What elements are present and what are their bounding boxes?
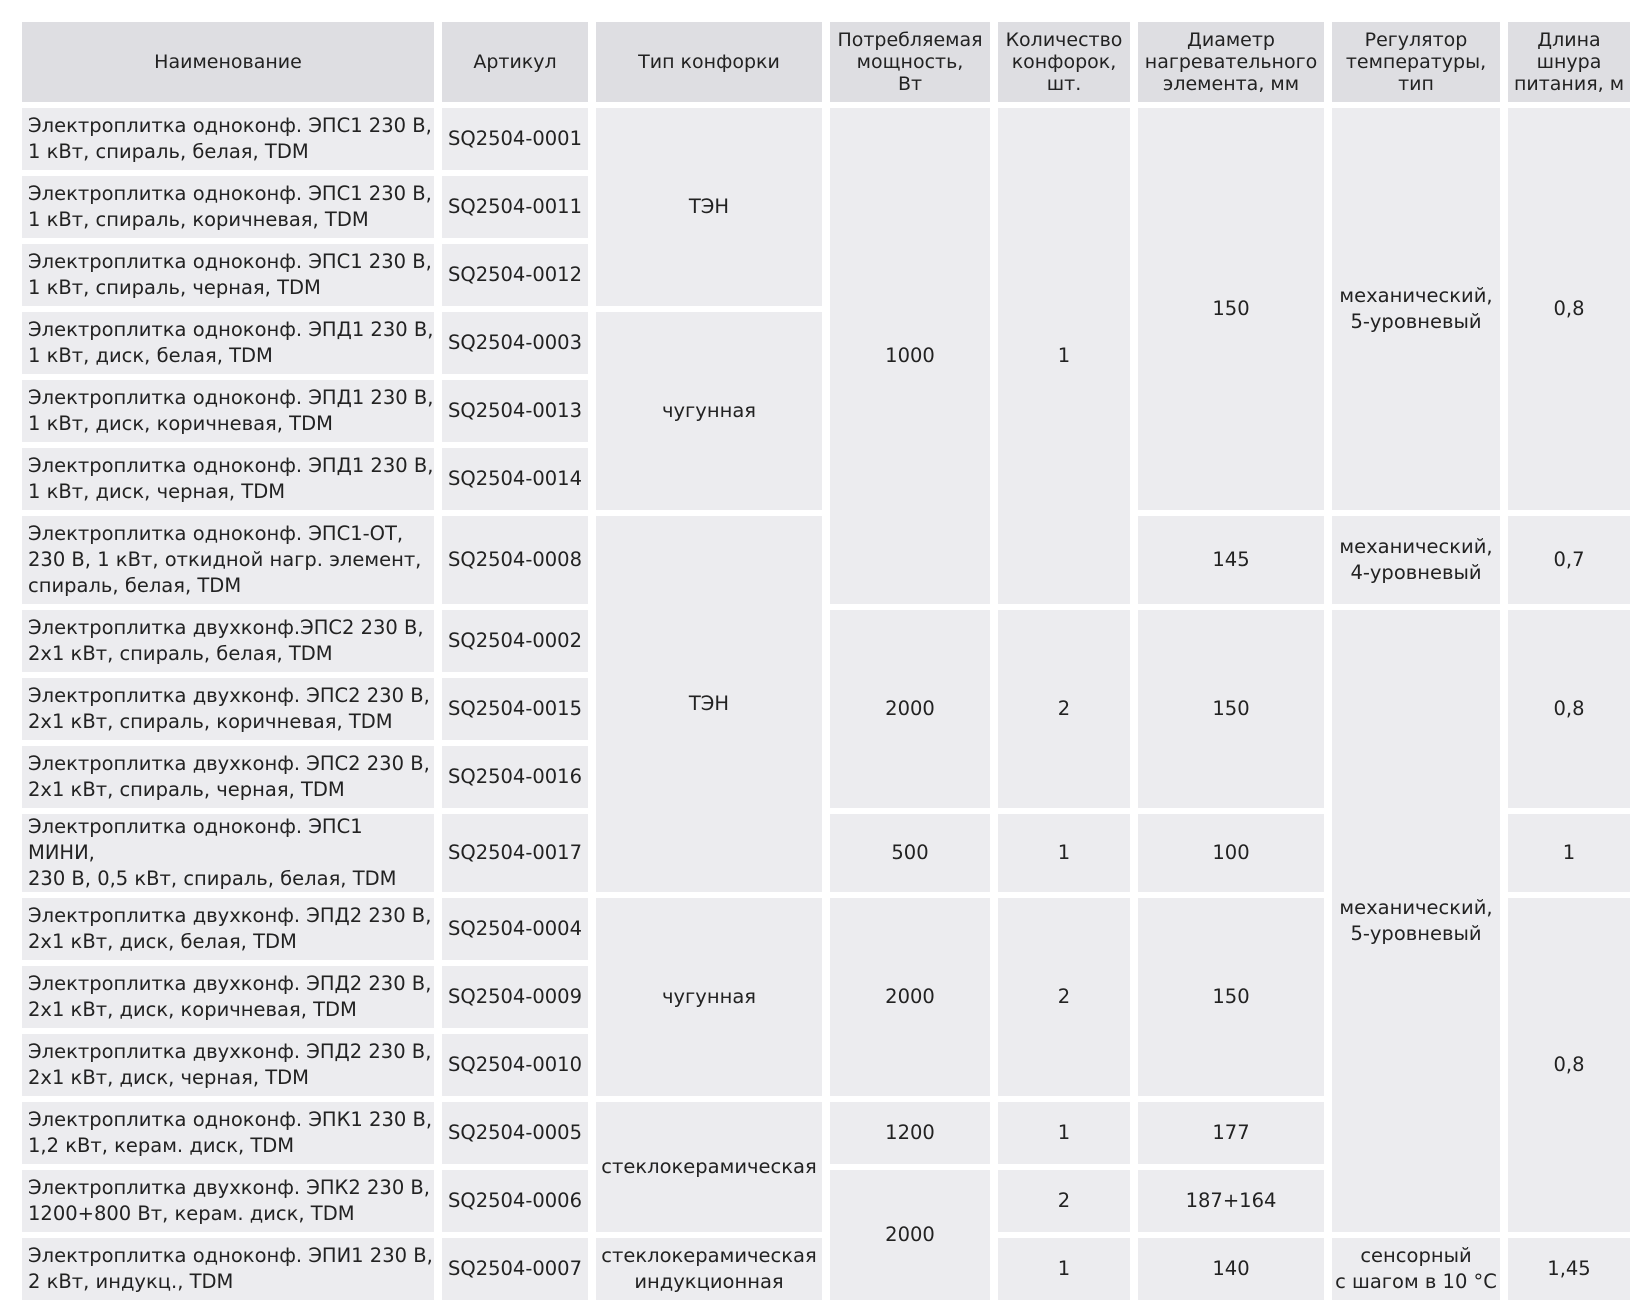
- header-name: [22, 22, 434, 102]
- burner-count-cell: 1: [998, 108, 1130, 604]
- header-sku: [442, 22, 588, 102]
- header-diameter: [1138, 22, 1324, 102]
- power-cell: 2000: [830, 898, 990, 1096]
- header-row: [22, 22, 1630, 102]
- product-name-line: 2х1 кВт, спираль, черная, TDM: [28, 778, 345, 801]
- regulator-cell: [1332, 1238, 1500, 1300]
- regulator-cell: [1332, 516, 1500, 604]
- diameter-cell: 140: [1138, 1238, 1324, 1300]
- cord-length-cell: 1: [1508, 814, 1630, 892]
- table-row: [22, 108, 1630, 170]
- regulator-cell: [1332, 108, 1500, 510]
- product-name-cell: [22, 966, 434, 1028]
- diameter-cell: 150: [1138, 610, 1324, 808]
- power-cell: 500: [830, 814, 990, 892]
- product-name-line: Электроплитка двухконф.ЭПС2 230 В,: [28, 616, 424, 640]
- sku-cell: SQ2504-0017: [442, 814, 588, 892]
- product-name-cell: [22, 814, 434, 892]
- header-line: Регулятор: [1364, 28, 1468, 51]
- header-line: Длина: [1537, 28, 1601, 51]
- regulator-cell: [1332, 610, 1500, 1232]
- burner-type-cell: стеклокерамическая: [596, 1102, 822, 1232]
- sku-cell: SQ2504-0006: [442, 1170, 588, 1232]
- product-name-cell: [22, 244, 434, 306]
- diameter-cell: 150: [1138, 898, 1324, 1096]
- burner-type-cell: чугунная: [596, 312, 822, 510]
- product-name-line: Электроплитка одноконф. ЭПД1 230 В,: [28, 386, 434, 410]
- product-name-line: 230 В, 1 кВт, откидной нагр. элемент,: [28, 548, 422, 572]
- header-name-text: Наименование: [154, 50, 302, 73]
- regulator-line: механический,: [1339, 895, 1493, 919]
- diameter-cell: 187+164: [1138, 1170, 1324, 1232]
- product-name-line: 1 кВт, спираль, коричневая, TDM: [28, 208, 369, 231]
- power-cell: 1200: [830, 1102, 990, 1164]
- product-name-line: 2х1 кВт, диск, черная, TDM: [28, 1065, 309, 1089]
- diameter-cell: 177: [1138, 1102, 1324, 1164]
- table-row: [22, 1238, 1630, 1300]
- burner-count-cell: 1: [998, 1102, 1130, 1164]
- product-name-line: 1 кВт, спираль, белая, TDM: [28, 140, 309, 163]
- sku-cell: SQ2504-0013: [442, 380, 588, 442]
- product-name-line: 1 кВт, диск, черная, TDM: [28, 480, 286, 503]
- product-spec-table-wrapper: [14, 16, 1638, 1306]
- header-line: Диаметр: [1187, 28, 1275, 51]
- sku-cell: SQ2504-0007: [442, 1238, 588, 1300]
- product-name-cell: [22, 380, 434, 442]
- header-burner-type: [596, 22, 822, 102]
- product-name-line: Электроплитка двухконф. ЭПС2 230 В,: [28, 752, 430, 776]
- header-line: конфорок,: [1011, 50, 1117, 73]
- product-name-line: Электроплитка двухконф. ЭПД2 230 В,: [28, 971, 432, 995]
- product-name-cell: [22, 898, 434, 960]
- product-name-cell: [22, 108, 434, 170]
- sku-cell: SQ2504-0016: [442, 746, 588, 808]
- burner-count-cell: 1: [998, 1238, 1130, 1300]
- sku-cell: SQ2504-0012: [442, 244, 588, 306]
- header-line: питания, м: [1513, 73, 1625, 96]
- power-cell: 2000: [830, 1170, 990, 1300]
- header-line: Количество: [1005, 28, 1123, 51]
- header-burner-count: [998, 22, 1130, 102]
- header-line: элемента, мм: [1162, 73, 1300, 96]
- sku-cell: SQ2504-0009: [442, 966, 588, 1028]
- header-cord-length: [1508, 22, 1630, 102]
- header-sku-text: Артикул: [473, 50, 557, 73]
- product-name-cell: [22, 448, 434, 510]
- header-line: температуры,: [1345, 50, 1487, 73]
- header-power: [830, 22, 990, 102]
- burner-count-cell: 2: [998, 1170, 1130, 1232]
- regulator-line: 5-уровневый: [1350, 310, 1482, 333]
- product-name-line: 2х1 кВт, диск, коричневая, TDM: [28, 997, 357, 1021]
- header-line: Вт: [897, 73, 923, 96]
- burner-type-line: индукционная: [634, 1269, 784, 1293]
- regulator-line: механический,: [1339, 284, 1493, 308]
- product-name-cell: [22, 1170, 434, 1232]
- table-row: [22, 610, 1630, 672]
- sku-cell: SQ2504-0011: [442, 176, 588, 238]
- burner-type-cell: чугунная: [596, 898, 822, 1096]
- power-cell: 2000: [830, 610, 990, 808]
- product-name-line: 1,2 кВт, керам. диск, TDM: [28, 1133, 295, 1157]
- regulator-line: 5-уровневый: [1350, 921, 1482, 945]
- product-name-line: Электроплитка одноконф. ЭПС1-ОТ,: [28, 522, 404, 546]
- header-line: тип: [1398, 73, 1434, 96]
- power-cell: 1000: [830, 108, 990, 604]
- diameter-cell: 100: [1138, 814, 1324, 892]
- product-name-line: 1 кВт, диск, белая, TDM: [28, 344, 273, 367]
- product-name-line: Электроплитка одноконф. ЭПИ1 230 В,: [28, 1243, 433, 1267]
- burner-type-cell: ТЭН: [596, 108, 822, 306]
- sku-cell: SQ2504-0003: [442, 312, 588, 374]
- regulator-line: 4-уровневый: [1350, 561, 1482, 584]
- product-name-cell: [22, 746, 434, 808]
- header-regulator: [1332, 22, 1500, 102]
- sku-cell: SQ2504-0014: [442, 448, 588, 510]
- product-name-cell: [22, 1034, 434, 1096]
- sku-cell: SQ2504-0001: [442, 108, 588, 170]
- product-spec-table: [14, 16, 1638, 1306]
- sku-cell: SQ2504-0010: [442, 1034, 588, 1096]
- header-line: Потребляемая: [837, 28, 983, 51]
- product-name-line: Электроплитка одноконф. ЭПК1 230 В,: [28, 1107, 433, 1131]
- product-name-line: 2 кВт, индукц., TDM: [28, 1269, 234, 1293]
- product-name-line: Электроплитка двухконф. ЭПС2 230 В,: [28, 684, 430, 708]
- product-name-line: Электроплитка одноконф. ЭПС1 230 В,: [28, 114, 432, 138]
- regulator-line: сенсорный: [1360, 1243, 1472, 1267]
- product-name-line: Электроплитка одноконф. ЭПС1 230 В,: [28, 182, 432, 206]
- product-name-cell: [22, 1238, 434, 1300]
- cord-length-cell: 1,45: [1508, 1238, 1630, 1300]
- product-name-line: 1 кВт, спираль, черная, TDM: [28, 276, 321, 299]
- product-name-line: 2х1 кВт, диск, белая, TDM: [28, 929, 297, 953]
- product-name-cell: [22, 176, 434, 238]
- product-name-cell: [22, 516, 434, 604]
- burner-count-cell: 2: [998, 610, 1130, 808]
- header-burner-type-text: Тип конфорки: [638, 50, 780, 73]
- regulator-line: с шагом в 10 °С: [1335, 1269, 1497, 1293]
- table-row: [22, 516, 1630, 604]
- cord-length-cell: 0,8: [1508, 108, 1630, 510]
- sku-cell: SQ2504-0015: [442, 678, 588, 740]
- product-name-line: Электроплитка одноконф. ЭПС1 230 В,: [28, 250, 432, 274]
- regulator-line: механический,: [1339, 535, 1493, 559]
- product-name-line: Электроплитка двухконф. ЭПД2 230 В,: [28, 1039, 432, 1063]
- burner-type-cell: ТЭН: [596, 516, 822, 892]
- product-name-line: Электроплитка одноконф. ЭПД1 230 В,: [28, 454, 434, 478]
- burner-type-line: стеклокерамическая: [601, 1243, 817, 1267]
- burner-count-cell: 1: [998, 814, 1130, 892]
- sku-cell: SQ2504-0005: [442, 1102, 588, 1164]
- header-line: шнура: [1536, 50, 1602, 73]
- diameter-cell: 145: [1138, 516, 1324, 604]
- sku-cell: SQ2504-0002: [442, 610, 588, 672]
- product-name-cell: [22, 312, 434, 374]
- cord-length-cell: 0,7: [1508, 516, 1630, 604]
- diameter-cell: 150: [1138, 108, 1324, 510]
- product-name-line: 2х1 кВт, спираль, белая, TDM: [28, 642, 333, 665]
- header-line: мощность,: [856, 50, 964, 73]
- burner-type-cell: [596, 1238, 822, 1300]
- product-name-cell: [22, 610, 434, 672]
- product-name-line: спираль, белая, TDM: [28, 573, 242, 597]
- burner-count-cell: 2: [998, 898, 1130, 1096]
- sku-cell: SQ2504-0008: [442, 516, 588, 604]
- product-name-line: 230 В, 0,5 кВт, спираль, белая, TDM: [28, 866, 397, 890]
- cord-length-cell: 0,8: [1508, 610, 1630, 808]
- product-name-line: Электроплитка двухконф. ЭПК2 230 В,: [28, 1175, 430, 1199]
- product-name-line: 1200+800 Вт, керам. диск, TDM: [28, 1201, 355, 1225]
- product-name-cell: [22, 1102, 434, 1164]
- product-name-cell: [22, 678, 434, 740]
- product-name-line: Электроплитка двухконф. ЭПД2 230 В,: [28, 903, 432, 927]
- cord-length-cell: 0,8: [1508, 898, 1630, 1232]
- header-line: шт.: [1046, 73, 1082, 96]
- header-line: нагревательного: [1144, 50, 1318, 73]
- product-name-line: Электроплитка одноконф. ЭПД1 230 В,: [28, 318, 434, 342]
- product-name-line: 1 кВт, диск, коричневая, TDM: [28, 412, 333, 435]
- sku-cell: SQ2504-0004: [442, 898, 588, 960]
- product-name-line: 2х1 кВт, спираль, коричневая, TDM: [28, 710, 393, 733]
- product-name-line: Электроплитка одноконф. ЭПС1 МИНИ,: [28, 815, 363, 864]
